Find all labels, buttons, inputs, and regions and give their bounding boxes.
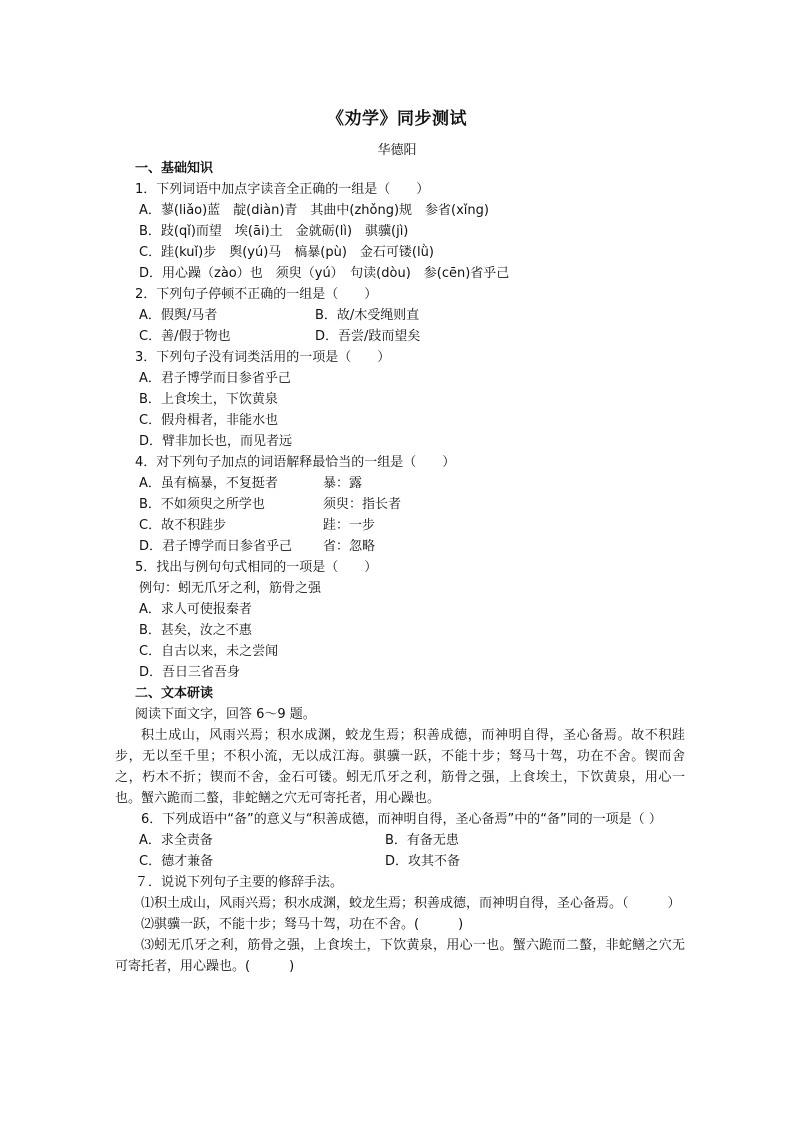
question-4-option-d-row	[115, 536, 685, 557]
question-4-option-d: D．君子博学而日参省乎己	[139, 539, 293, 554]
question-5-option-b: B．甚矣，汝之不惠	[139, 623, 252, 638]
question-2-row-2	[115, 326, 685, 347]
question-1-stem: 1．下列词语中加点字读音全正确的一组是（ ）	[135, 182, 430, 197]
question-4-option-c-row	[115, 515, 685, 536]
question-3-option-b: B．上食埃土，下饮黄泉	[139, 392, 278, 407]
question-3-option-c: C．假舟楫者，非能水也	[139, 413, 279, 428]
question-7-item-2: ⑵骐骥一跃，不能十步；驽马十驾，功在不舍。( )	[141, 917, 464, 932]
question-6-option-d: D．攻其不备	[385, 854, 461, 869]
question-2-row-1	[115, 305, 685, 326]
question-1-option-d: D．用心躁（zào）也 须臾（yú） 句读(dòu) 参(cēn)省乎己	[139, 266, 510, 281]
question-2-stem: 2．下列句子停顿不正确的一组是（ ）	[135, 287, 378, 302]
question-6-row-1	[115, 830, 685, 851]
reading-intro: 阅读下面文字，回答 6～9 题。	[135, 707, 316, 722]
question-2-option-c: C．善/假于物也	[139, 329, 231, 344]
question-4-stem: 4．对下列句子加点的词语解释最恰当的一组是（ ）	[135, 455, 456, 470]
question-4-option-a-row	[115, 473, 685, 494]
question-4-option-c: C．故不积跬步	[139, 518, 227, 533]
reading-passage: 积土成山，风雨兴焉；积水成渊，蛟龙生焉；积善成德，而神明自得，圣心备焉。故不积跬步，无以至千里；不积小流，无以成江海。骐骥一跃，不能十步；驽马十驾，功在不舍。锲而舍之，朽木不折；锲而不舍，金石可镂。蚓无爪牙之利，筋骨之强，上食埃土，下饮黄泉，用心一也。蟹六跪而二螯，非蛇鳝之穴无可寄托者，用心躁也。	[115, 728, 685, 806]
question-4-option-a: A．虽有槁暴，不复挺者	[139, 476, 278, 491]
question-6-option-a: A．求全责备	[139, 833, 213, 848]
question-5-option-d: D．吾日三省吾身	[139, 665, 241, 680]
question-4-option-b-row	[115, 494, 685, 515]
question-2-option-a: A．假舆/马者	[139, 308, 218, 323]
question-3-stem: 3．下列句子没有词类活用的一项是（ ）	[135, 350, 391, 365]
question-5-option-c: C．自古以来，未之尝闻	[139, 644, 279, 659]
question-2-option-d: D．吾尝/跂而望矣	[315, 329, 421, 344]
question-6-option-c: C．德才兼备	[139, 854, 214, 869]
document-body	[115, 158, 685, 977]
question-1-option-b: B．跂(qǐ)而望 埃(āi)土 金就砺(lì) 骐骥(jì)	[139, 224, 409, 239]
section-heading-basics: 一、基础知识	[135, 161, 214, 176]
question-6-row-2	[115, 851, 685, 872]
section-heading-reading: 二、文本研读	[135, 686, 214, 701]
question-7-item-1: ⑴积土成山，风雨兴焉；积水成渊，蛟龙生焉；积善成德，而神明自得，圣心备焉。（ ）	[141, 896, 681, 911]
question-3-option-d: D．臂非加长也，而见者远	[139, 434, 293, 449]
question-5-example: 例句：蚓无爪牙之利，筋骨之强	[139, 581, 322, 596]
question-4-option-c-note: 跬：一步	[323, 518, 376, 533]
question-1-option-c: C．跬(kuǐ)步 舆(yú)马 槁暴(pù) 金石可镂(lǜ)	[139, 245, 434, 260]
question-7-stem: ７．说说下列句子主要的修辞手法。	[135, 875, 344, 890]
question-5-stem: 5．找出与例句句式相同的一项是（ ）	[135, 560, 378, 575]
author-name: 华德阳	[377, 143, 417, 158]
question-4-option-a-note: 暴：露	[323, 476, 363, 491]
question-4-option-b-note: 须臾：指长者	[323, 497, 402, 512]
question-6-stem: 6．下列成语中“备”的意义与“积善成德，而神明自得，圣心备焉”中的“备”同的一项是（ ）	[141, 812, 662, 827]
question-4-option-b: B．不如须臾之所学也	[139, 497, 265, 512]
question-6-option-b: B．有备无患	[385, 833, 459, 848]
page-title: 《劝学》同步测试	[327, 109, 467, 129]
question-3-option-a: A．君子博学而日参省乎己	[139, 371, 291, 386]
question-7-item-3: ⑶蚓无爪牙之利，筋骨之强，上食埃土，下饮黄泉，用心一也。蟹六跪而二螯，非蛇鳝之穴无可寄托者，用心躁也。( )	[115, 938, 685, 974]
question-2-option-b: B．故/木受绳则直	[315, 308, 420, 323]
question-4-option-d-note: 省：忽略	[323, 539, 376, 554]
question-5-option-a: A．求人可使报秦者	[139, 602, 252, 617]
question-1-option-a: A．蓼(liǎo)蓝 靛(diàn)青 其曲中(zhǒng)规 参省(xǐng)	[139, 203, 489, 218]
